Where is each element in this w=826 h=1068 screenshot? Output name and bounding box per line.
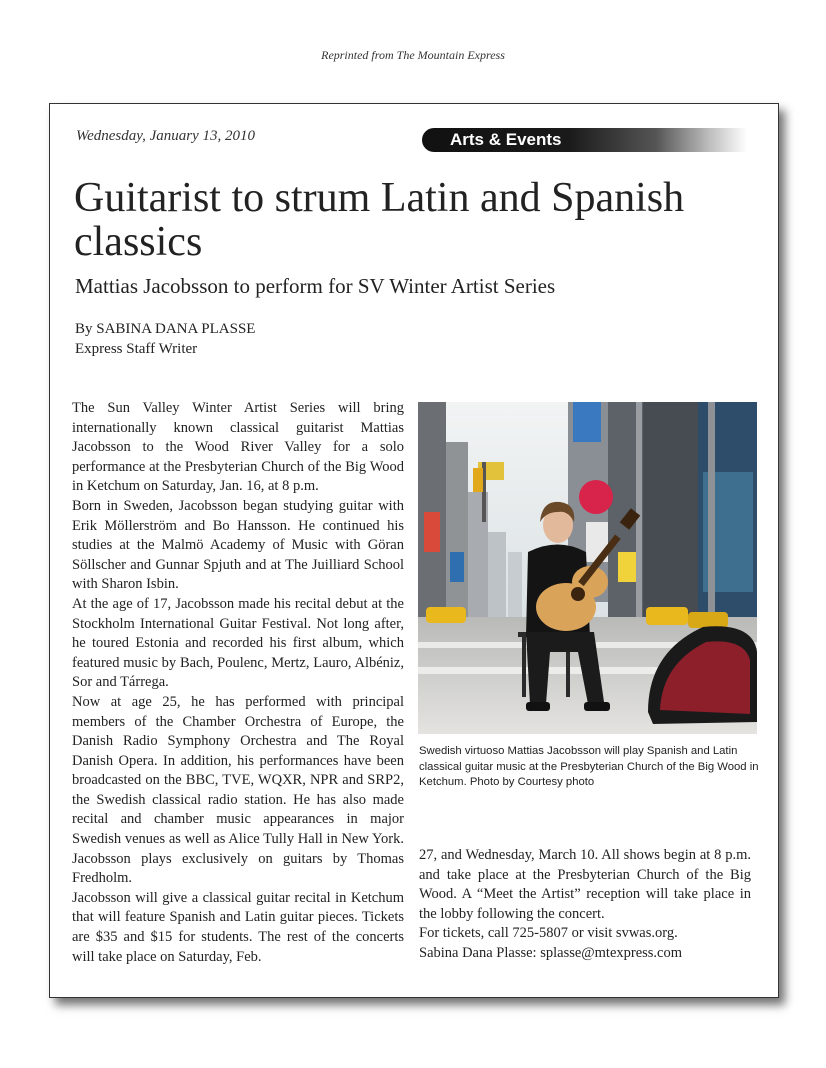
article-frame <box>49 103 779 998</box>
paragraph: For tickets, call 725-5807 or visit svwas.org. <box>419 925 678 942</box>
section-label: Arts & Events <box>450 130 562 149</box>
paragraph: Now at age 25, he has performed with principal members of the Chamber Orchestra of Europe, the Danish Radio Symphony Orchestra and The Royal Danish Opera. In addition, his performances have been broadcasted on the BBC, TVE, WQXR, NPR and SRP2, the Swedish classical radio station. He has also made recital and chamber music appearances in major Swedish venues as well as Alice Tully Hall in New York. Jacobsson plays exclusively on guitars by Thomas Fredholm. <box>72 693 404 887</box>
photo-caption: Swedish virtuoso Mattias Jacobsson will play Spanish and Latin classical guitar music at the Presbyterian Church of the Big Wood in Ketchum. Photo by Courtesy photo <box>419 745 759 788</box>
reprint-note: Reprinted from The Mountain Express <box>321 48 505 62</box>
paragraph: At the age of 17, Jacobsson made his recital debut at the Stockholm International Guitar Festival. Not long after, he toured Estonia and recorded his first album, which featured music by Bach, Poulenc, Mertz, Lauro, Albéniz, Sor and Tárrega. <box>72 595 404 691</box>
author-contact: Sabina Dana Plasse: splasse@mtexpress.com <box>419 944 683 961</box>
guitarist-photo <box>418 402 757 734</box>
guitarist-times-square-photo <box>418 402 757 734</box>
paragraph: The Sun Valley Winter Artist Series will bring internationally known classical guitarist Mattias Jacobsson to the Wood River Valley for a solo performance at the Presbyterian Church of the Big Wood in Ketchum on Saturday, Jan. 16, at 8 p.m. <box>72 400 404 495</box>
paragraph: 27, and Wednesday, March 10. All shows begin at 8 p.m. and take place at the Presbyterian Church of the Big Wood. A “Meet the Artist” reception will take place in the lobby following the concert. <box>419 847 751 922</box>
byline <box>75 319 255 359</box>
section-banner <box>422 128 747 152</box>
byline-author: By SABINA DANA PLASSE <box>75 321 256 337</box>
paragraph: Born in Sweden, Jacobsson began studying guitar with Erik Möllerström and Bo Hansson. He continued his studies at the Malmö Academy of Music with Göran Söllscher and Gunnar Spjuth and at The Juilliard School with Sharon Isbin. <box>72 497 404 593</box>
subheadline: Mattias Jacobsson to perform for SV Winter Artist Series <box>75 274 556 298</box>
byline-role: Express Staff Writer <box>75 341 198 357</box>
article-column-2 <box>419 846 751 964</box>
headline: Guitarist to strum Latin and Spanish classics <box>74 175 685 265</box>
article-column-1 <box>72 399 404 967</box>
paragraph: Jacobsson will give a classical guitar recital in Ketchum that will feature Spanish and Latin guitar pieces. Tickets are $35 and $15 for students. The rest of the concerts will take place on Saturday, Feb. <box>72 889 404 965</box>
issue-date: Wednesday, January 13, 2010 <box>76 128 256 144</box>
